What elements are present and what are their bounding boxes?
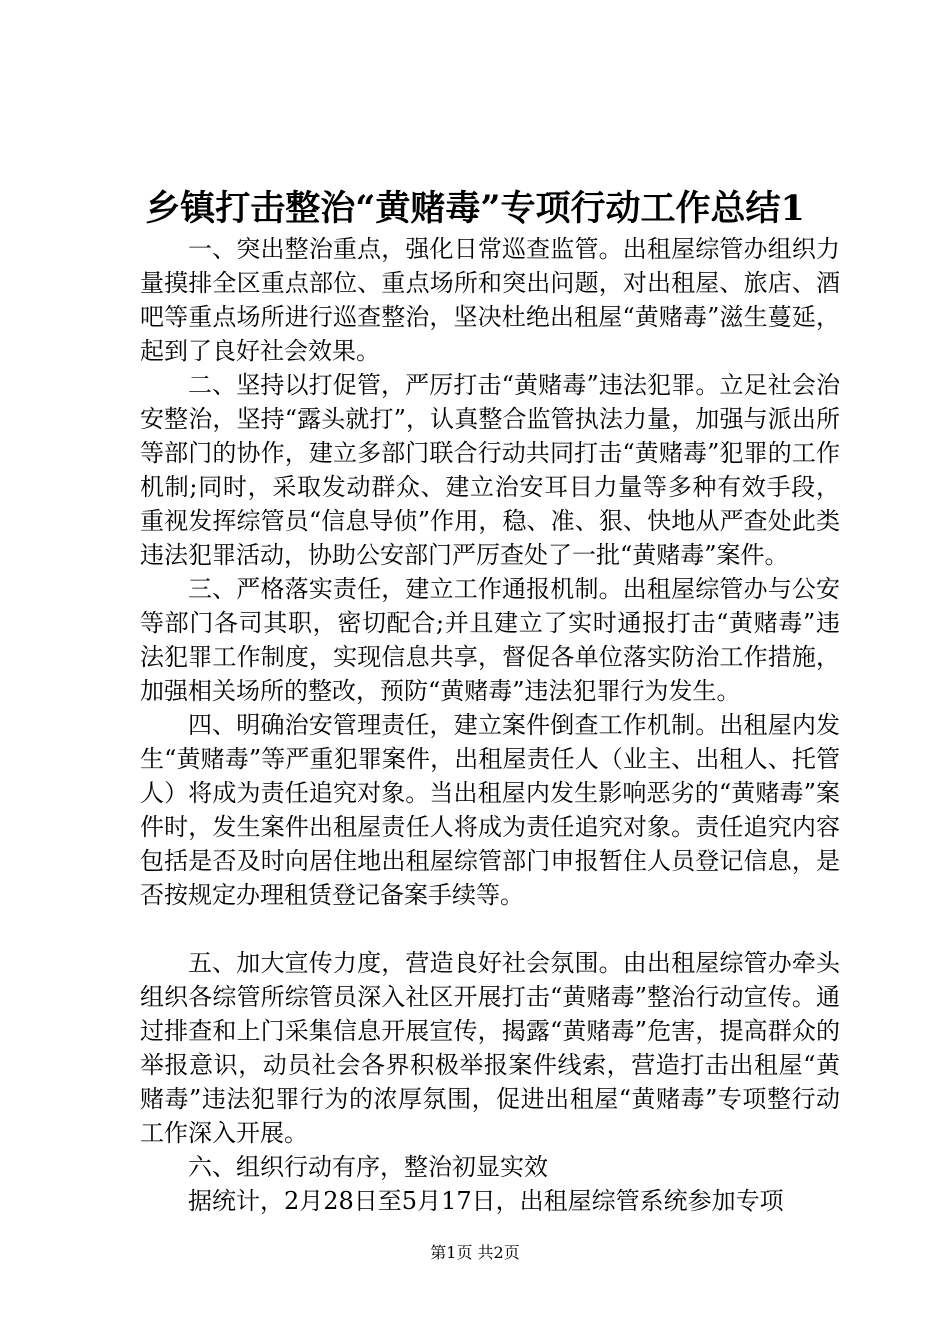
- paragraph-3: 三、严格落实责任，建立工作通报机制。出租屋综管办与公安等部门各司其职，密切配合;并且建立了实时通报打击“黄赌毒”违法犯罪工作制度，实现信息共享，督促各单位落实防治工作措施，加强相关场所的整改，预防“黄赌毒”违法犯罪行为发生。: [140, 575, 840, 705]
- paragraph-7: 据统计，2月28日至5月17日，出租屋综管系统参加专项: [188, 1187, 784, 1215]
- document-title: 乡镇打击整治“黄赌毒”专项行动工作总结1: [145, 188, 805, 229]
- paragraph-1: 一、突出整治重点，强化日常巡查监管。出租屋综管办组织力量摸排全区重点部位、重点场所和突出问题，对出租屋、旅店、酒吧等重点场所进行巡查整治，坚决杜绝出租屋“黄赌毒”滋生蔓延，起到了良好社会效果。: [140, 235, 840, 365]
- page-footer: 第1页 共2页: [430, 1243, 520, 1262]
- document-body: [140, 232, 840, 1218]
- paragraph-6-heading: 六、组织行动有序，整治初显实效: [188, 1153, 548, 1181]
- paragraph-5: 五、加大宣传力度，营造良好社会氛围。由出租屋综管办牵头组织各综管所综管员深入社区开展打击“黄赌毒”整治行动宣传。通过排查和上门采集信息开展宣传，揭露“黄赌毒”危害，提高群众的举报意识，动员社会各界积极举报案件线索，营造打击出租屋“黄赌毒”违法犯罪行为的浓厚氛围，促进出租屋“黄赌毒”专项整行动工作深入开展。: [140, 949, 840, 1147]
- paragraph-2: 二、坚持以打促管，严厉打击“黄赌毒”违法犯罪。立足社会治安整治，坚持“露头就打”，认真整合监管执法力量，加强与派出所等部门的协作，建立多部门联合行动共同打击“黄赌毒”犯罪的工作机制;同时，采取发动群众、建立治安耳目力量等多种有效手段，重视发挥综管员“信息导侦”作用，稳、准、狠、快地从严查处此类违法犯罪活动，协助公安部门严厉查处了一批“黄赌毒”案件。: [140, 371, 840, 569]
- paragraph-4: 四、明确治安管理责任，建立案件倒查工作机制。出租屋内发生“黄赌毒”等严重犯罪案件，出租屋责任人（业主、出租人、托管人）将成为责任追究对象。当出租屋内发生影响恶劣的“黄赌毒”案件时，发生案件出租屋责任人将成为责任追究对象。责任追究内容包括是否及时向居住地出租屋综管部门申报暂住人员登记信息，是否按规定办理租赁登记备案手续等。: [140, 711, 840, 909]
